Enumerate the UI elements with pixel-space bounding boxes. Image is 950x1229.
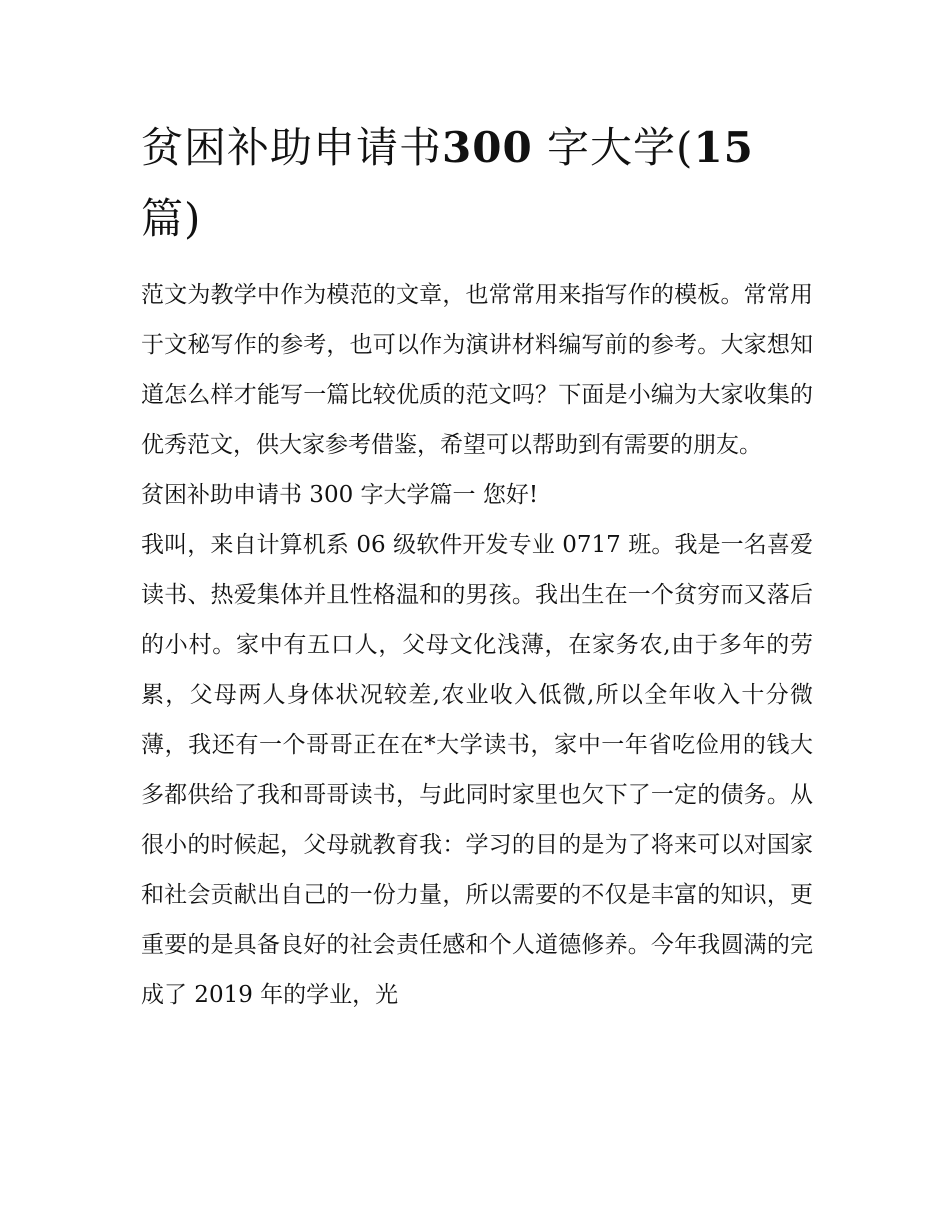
intro-paragraph: 范文为教学中作为模范的文章，也常常用来指写作的模板。常常用于文秘写作的参考，也可以作为演讲材料编写前的参考。大家想知道怎么样才能写一篇比较优质的范文吗？下面是小编为大家收集的优秀范文，供大家参考借鉴，希望可以帮助到有需要的朋友。 — [141, 282, 813, 458]
title-number-15: 15 — [693, 123, 754, 172]
title-number-300: 300 — [442, 123, 533, 172]
title-text-cn-3: 篇) — [141, 194, 202, 243]
title-text-cn: 贫困补助申请书 — [141, 123, 443, 172]
document-title — [141, 112, 813, 254]
section-heading: 贫困补助申请书 300 字大学篇一 您好! — [141, 482, 539, 508]
document-page — [141, 112, 813, 1020]
body-paragraph: 我叫，来自计算机系 06 级软件开发专业 0717 班。我是一名喜爱读书、热爱集体并且性格温和的男孩。我出生在一个贫穷而又落后的小村。家中有五口人，父母文化浅薄，在家务农,由于多年的劳累，父母两人身体状况较差,农业收入低微,所以全年收入十分微薄，我还有一个哥哥正在在*大学读书，家中一年省吃俭用的钱大多都供给了我和哥哥读书，与此同时家里也欠下了一定的债务。从很小的时候起，父母就教育我：学习的目的是为了将来可以对国家和社会贡献出自己的一份力量，所以需要的不仅是丰富的知识，更重要的是具备良好的社会责任感和个人道德修养。今年我圆满的完成了 2019 年的学业，光 — [141, 532, 813, 1008]
title-text-cn-2: 字大学( — [532, 123, 694, 172]
